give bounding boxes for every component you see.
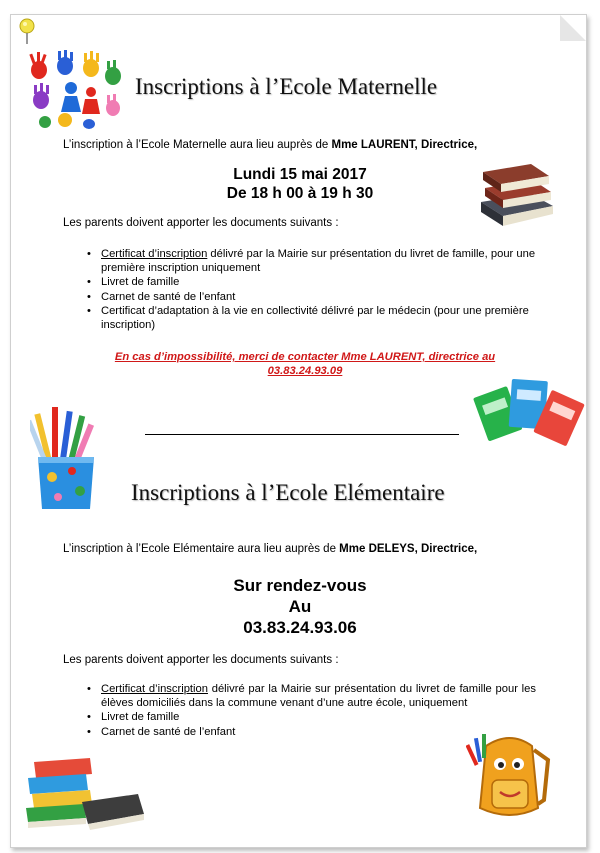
maternelle-date: Lundi 15 mai 2017 [233,166,367,183]
maternelle-title: Inscriptions à l’Ecole Maternelle [135,74,438,99]
maternelle-docs-intro: Les parents doivent apporter les documents suivants : [63,217,339,229]
books-pile-icon [20,752,150,834]
maternelle-schedule [190,165,410,203]
elementaire-title: Inscriptions à l’Ecole Elémentaire [131,480,445,505]
page-corner-fold [560,15,586,41]
list-item [87,291,542,305]
notebooks-icon [470,374,585,452]
doc-text: Livret de famille [101,276,180,288]
doc-text: Certificat d’adaptation à la vie en collectivité délivré par le médecin (pour une première inscription) [101,305,529,331]
doc-text: délivré par la Mairie sur présentation du livret de famille, pour une première inscription uniquement [101,248,536,274]
elementaire-appointment [200,575,400,638]
appointment-phone: 03.83.24.93.06 [243,618,357,637]
doc-text: Carnet de santé de l’enfant [101,290,236,303]
maternelle-hours: De 18 h 00 à 19 h 30 [226,185,374,202]
list-item [87,276,542,290]
section-divider [145,434,459,435]
doc-underlined: Certificat d’inscription [101,683,208,695]
appointment-line: Sur rendez-vous [233,576,367,595]
pushpin-icon [16,16,38,46]
maternelle-director: Mme LAURENT, Directrice, [331,139,478,151]
pencil-cup-icon [30,405,105,515]
backpack-icon [466,730,554,830]
maternelle-intro-text: L’inscription à l’Ecole Maternelle aura lieu auprès de [63,139,332,151]
maternelle-docs-list [87,248,542,333]
elementaire-director: Mme DELEYS, Directrice, [339,543,478,555]
doc-text: Livret de famille [101,711,180,723]
appointment-au: Au [288,597,312,616]
doc-text: délivré par la Mairie sur présentation du livret de famille pour les élèves domiciliés dans la commune venant d’une autre école, uniquement [101,683,536,709]
maternelle-intro [63,139,477,151]
doc-underlined: Certificat d’inscription [101,248,208,260]
notice-line-1: En cas d’impossibilité, merci de contacter Mme LAURENT, directrice au [114,351,496,363]
elementaire-docs-intro: Les parents doivent apporter les documents suivants : [63,654,339,666]
list-item [87,305,542,332]
list-item [87,248,542,275]
list-item [87,711,536,725]
books-stack-icon [473,158,558,230]
elementaire-intro [63,543,477,555]
elementaire-intro-text: L’inscription à l’Ecole Elémentaire aura lieu auprès de [63,543,340,555]
notice-phone: 03.83.24.93.09 [267,365,343,377]
doc-text: Carnet de santé de l’enfant [101,725,236,738]
handprints-icon [25,50,125,130]
list-item [87,683,536,710]
